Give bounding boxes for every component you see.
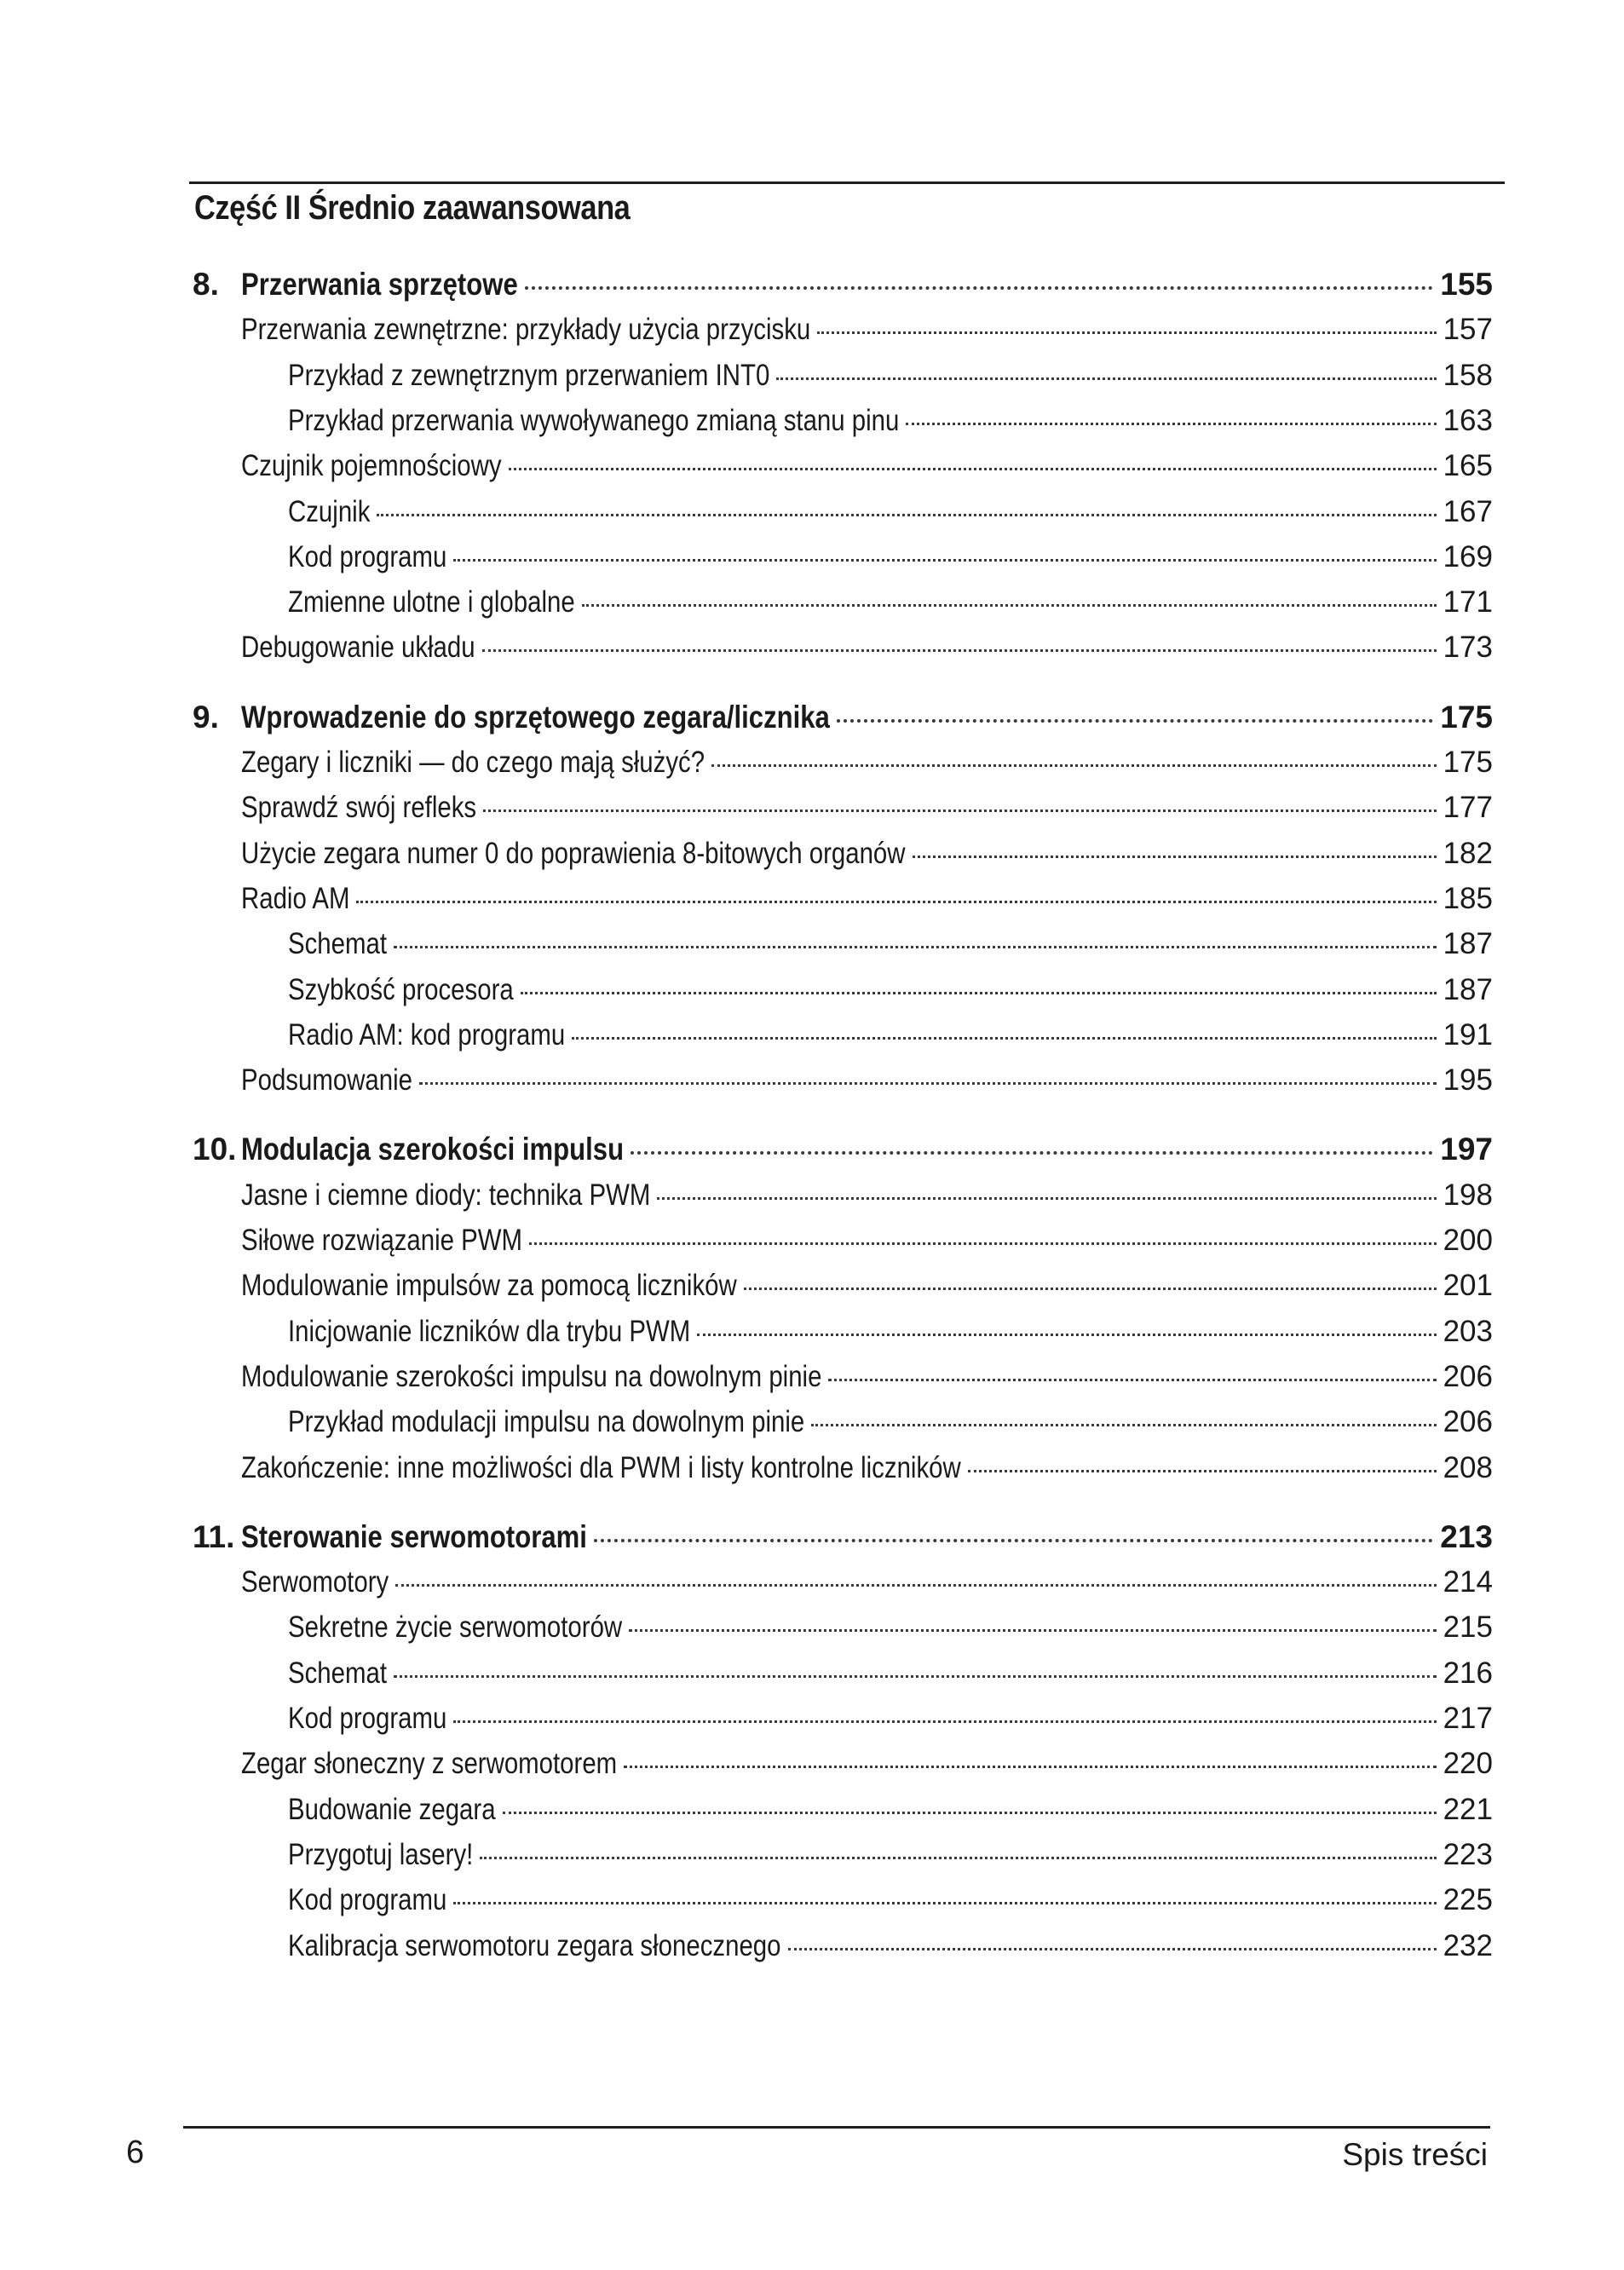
chapter-heading	[193, 1514, 1493, 1560]
dot-leader	[395, 1584, 1436, 1587]
page-ref: 177	[1443, 791, 1493, 825]
toc-entry	[241, 1172, 1493, 1219]
entry-title: Czujnik	[288, 494, 371, 528]
page-ref: 171	[1443, 585, 1493, 619]
page-ref: 175	[1443, 746, 1493, 779]
page-ref: 200	[1443, 1224, 1493, 1257]
entry-title: Kod programu	[288, 1883, 447, 1917]
page-ref: 155	[1440, 267, 1493, 302]
page-ref: 213	[1440, 1518, 1493, 1554]
toc-subentry	[288, 1605, 1493, 1651]
entry-title: Zakończenie: inne możliwości dla PWM i listy kontrolne liczników	[241, 1450, 961, 1484]
toc-subentry	[288, 489, 1493, 535]
entry-title: Przerwania zewnętrzne: przykłady użycia przycisku	[241, 313, 811, 347]
dot-leader	[594, 1539, 1433, 1542]
toc-entry	[241, 1218, 1493, 1264]
dot-leader	[503, 1812, 1437, 1814]
page-ref: 225	[1443, 1883, 1493, 1917]
page-ref: 206	[1443, 1405, 1493, 1439]
entry-title: Serwomotory	[241, 1565, 389, 1599]
dot-leader	[624, 1766, 1436, 1768]
toc-subentry	[288, 398, 1493, 444]
dot-leader	[837, 719, 1433, 723]
page-ref: 191	[1443, 1017, 1493, 1051]
entry-title: Radio AM: kod programu	[288, 1017, 566, 1051]
dot-leader	[394, 946, 1437, 948]
toc-subentry	[288, 1923, 1493, 1969]
dot-leader	[521, 992, 1437, 994]
entry-title: Zmienne ulotne i globalne	[288, 585, 575, 619]
toc-subentry	[288, 1012, 1493, 1058]
entry-title: Jasne i ciemne diody: technika PWM	[241, 1178, 651, 1212]
entry-title: Szybkość procesora	[288, 972, 514, 1006]
chapter-heading	[193, 262, 1493, 308]
entry-title: Modulowanie impulsów za pomocą liczników	[241, 1269, 737, 1303]
page-ref: 167	[1443, 494, 1493, 528]
dot-leader	[811, 1424, 1436, 1426]
chapter-heading	[193, 1126, 1493, 1172]
chapter-title: Sterowanie serwomotorami	[241, 1518, 587, 1554]
toc-entry	[241, 740, 1493, 786]
page-ref: 214	[1443, 1565, 1493, 1599]
page-ref: 216	[1443, 1656, 1493, 1690]
page-ref: 221	[1443, 1792, 1493, 1826]
dot-leader	[744, 1288, 1437, 1290]
toc-subentry	[288, 1651, 1493, 1697]
entry-title: Siłowe rozwiązanie PWM	[241, 1224, 523, 1257]
entry-title: Zegar słoneczny z serwomotorem	[241, 1747, 618, 1781]
dot-leader	[817, 331, 1436, 334]
dot-leader	[529, 1242, 1437, 1245]
page-ref: 195	[1443, 1063, 1493, 1098]
page-ref: 175	[1440, 699, 1493, 735]
dot-leader	[509, 468, 1437, 470]
part-title: Część II Średnio zaawansowana	[194, 189, 631, 227]
dot-leader	[828, 1379, 1436, 1381]
dot-leader	[453, 1720, 1436, 1723]
page-ref: 206	[1443, 1359, 1493, 1393]
dot-leader	[582, 604, 1437, 607]
toc-subentry	[288, 1787, 1493, 1833]
dot-leader	[483, 809, 1436, 812]
page-ref: 165	[1443, 449, 1493, 483]
dot-leader	[572, 1037, 1436, 1040]
dot-leader	[453, 1902, 1436, 1904]
toc-entry	[241, 876, 1493, 922]
dot-leader	[631, 1151, 1433, 1155]
entry-title: Przygotuj lasery!	[288, 1837, 474, 1871]
toc-entry	[241, 831, 1493, 877]
toc-entry	[241, 1263, 1493, 1309]
dot-leader	[913, 856, 1437, 858]
top-rule	[189, 181, 1505, 184]
toc-entry	[241, 785, 1493, 831]
entry-title: Sprawdź swój refleks	[241, 791, 477, 825]
chapter-title: Przerwania sprzętowe	[241, 267, 518, 302]
page-ref: 223	[1443, 1837, 1493, 1871]
page-ref: 215	[1443, 1610, 1493, 1645]
dot-leader	[525, 286, 1434, 290]
toc-subentry	[288, 1832, 1493, 1878]
chapter-number: 10.	[193, 1132, 237, 1167]
entry-title: Przykład z zewnętrznym przerwaniem INT0	[288, 358, 770, 392]
dot-leader	[356, 901, 1436, 903]
toc-subentry	[288, 579, 1493, 625]
page-ref: 197	[1440, 1132, 1493, 1167]
page-ref: 220	[1443, 1747, 1493, 1781]
entry-title: Przykład przerwania wywoływanego zmianą stanu pinu	[288, 403, 900, 437]
dot-leader	[482, 649, 1437, 652]
toc-subentry	[288, 1877, 1493, 1923]
entry-title: Sekretne życie serwomotorów	[288, 1610, 623, 1645]
page-ref: 182	[1443, 836, 1493, 870]
dot-leader	[697, 1334, 1436, 1336]
page-ref: 208	[1443, 1450, 1493, 1484]
toc-entry	[241, 443, 1493, 489]
toc-subentry	[288, 534, 1493, 580]
toc-subentry	[288, 921, 1493, 967]
toc-subentry	[288, 1696, 1493, 1742]
entry-title: Modulowanie szerokości impulsu na dowolnym pinie	[241, 1359, 822, 1393]
entry-title: Debugowanie układu	[241, 631, 475, 665]
toc-entry	[241, 1741, 1493, 1787]
toc-entry	[241, 625, 1493, 671]
page-ref: 158	[1443, 358, 1493, 392]
chapter-title: Modulacja szerokości impulsu	[241, 1132, 625, 1167]
dot-leader	[657, 1197, 1436, 1200]
dot-leader	[711, 764, 1436, 767]
page-number: 6	[126, 2135, 145, 2170]
chapter-heading	[193, 694, 1493, 740]
page-ref: 232	[1443, 1928, 1493, 1962]
bottom-rule	[183, 2126, 1490, 2129]
entry-title: Budowanie zegara	[288, 1792, 496, 1826]
page-ref: 217	[1443, 1702, 1493, 1735]
dot-leader	[394, 1675, 1437, 1678]
toc-subentry	[288, 1399, 1493, 1445]
toc-entry	[241, 1354, 1493, 1400]
entry-title: Kalibracja serwomotoru zegara słonecznego	[288, 1928, 781, 1962]
page-ref: 198	[1443, 1178, 1493, 1212]
chapter-number: 9.	[193, 699, 219, 735]
page-ref: 203	[1443, 1314, 1493, 1348]
entry-title: Zegary i liczniki — do czego mają służyć?	[241, 746, 705, 779]
dot-leader	[453, 559, 1436, 562]
entry-title: Czujnik pojemnościowy	[241, 449, 502, 483]
page-ref: 187	[1443, 927, 1493, 961]
entry-title: Schemat	[288, 1656, 388, 1690]
entry-title: Przykład modulacji impulsu na dowolnym pinie	[288, 1405, 805, 1439]
entry-title: Podsumowanie	[241, 1063, 413, 1098]
toc-entry	[241, 307, 1493, 353]
toc-entry	[241, 1559, 1493, 1605]
dot-leader	[377, 514, 1436, 516]
entry-title: Inicjowanie liczników dla trybu PWM	[288, 1314, 691, 1348]
page-ref: 201	[1443, 1269, 1493, 1303]
toc-entry	[241, 1445, 1493, 1491]
chapter-number: 8.	[193, 267, 219, 302]
page-ref: 163	[1443, 403, 1493, 437]
dot-leader	[906, 423, 1436, 425]
section-name: Spis treści	[1342, 2137, 1488, 2172]
dot-leader	[419, 1082, 1437, 1085]
entry-title: Kod programu	[288, 1702, 447, 1735]
entry-title: Użycie zegara numer 0 do poprawienia 8-bitowych organów	[241, 836, 906, 870]
page-ref: 157	[1443, 313, 1493, 347]
toc-entry	[241, 1057, 1493, 1103]
entry-title: Kod programu	[288, 539, 447, 573]
chapter-number: 11.	[193, 1518, 235, 1554]
page-ref: 173	[1443, 631, 1493, 665]
dot-leader	[788, 1948, 1437, 1950]
dot-leader	[776, 377, 1436, 380]
page-ref: 187	[1443, 972, 1493, 1006]
chapter-title: Wprowadzenie do sprzętowego zegara/licznika	[241, 699, 830, 735]
entry-title: Schemat	[288, 927, 388, 961]
toc-subentry	[288, 353, 1493, 399]
entry-title: Radio AM	[241, 881, 350, 915]
dot-leader	[480, 1857, 1436, 1859]
dot-leader	[629, 1629, 1436, 1632]
page-ref: 185	[1443, 881, 1493, 915]
dot-leader	[968, 1470, 1437, 1472]
page-ref: 169	[1443, 539, 1493, 573]
toc-subentry	[288, 1309, 1493, 1355]
toc-subentry	[288, 967, 1493, 1013]
